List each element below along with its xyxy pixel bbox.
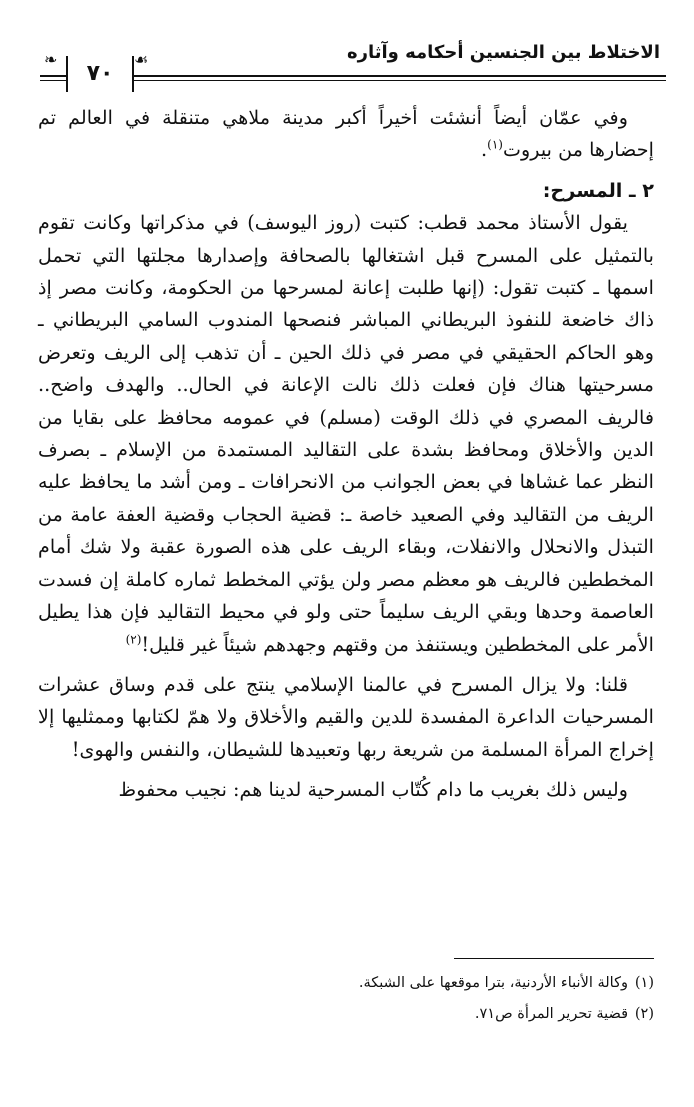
leaf-ornament-icon: ❧ bbox=[44, 50, 58, 69]
footnote-item bbox=[40, 968, 654, 999]
main-text bbox=[38, 102, 654, 807]
footnote-separator bbox=[454, 958, 654, 959]
page-number: ٧٠ bbox=[66, 56, 134, 92]
footnote-text: قضية تحرير المرأة ص٧١. bbox=[474, 1006, 628, 1022]
running-title: الاختلاط بين الجنسين أحكامه وآثاره bbox=[346, 42, 660, 63]
footnote-reference: (٢) bbox=[125, 632, 142, 647]
footnotes bbox=[40, 968, 654, 1030]
section-heading: ٢ ـ المسرح: bbox=[542, 178, 654, 202]
page-header bbox=[36, 40, 666, 96]
paragraph: يقول الأستاذ محمد قطب: كتبت (روز اليوسف) في مذكراتها وكانت تقوم بالتمثيل على المسرح قبل اشتغالها بالصحافة وإصدارها مجلتها التي تحمل اسمها ـ كتبت تقول: (إنها طلبت إعانة لمسرحها من الحكومة، وكانت مصر إذ ذاك خاضعة للنفوذ البريطاني المباشر فنصحها المندوب السامي البريطاني ـ وهو الحاكم الحقيقي في مصر في ذلك الحين ـ أن تذهب إلى الريف وتعرض مسرحيتها هناك فإن فعلت ذلك نالت الإعانة في الحال.. والهدف واضح.. فالريف المصري في ذلك الوقت (مسلم) في عمومه محافظ على بقايا من الدين والأخلاق ومحافظ بشدة على التقاليد المستمدة من الإسلام ـ بصرف النظر عما غشاها في بعض الجوانب من الانحرافات ـ ومن أشد ما يحافظ عليه الريف من التقاليد وفي الصعيد خاصة ـ: قضية الحجاب وقضية العفة عامة من التبذل والانحلال والانفلات، وبقاء الريف على هذه الصورة عقبة ولا شك أمام المخططين فالريف هو معظم مصر ولن يؤتي المخطط ثماره كاملة إن فسدت العاصمة وحدها وبقي الريف سليماً حتى ولو في محيط التقاليد فإن هذا يطيل الأمر على المخططين ويستنفذ من وقتهم وجهدهم شيئاً غير قليل!$^{(٢)}$ bbox=[38, 211, 654, 656]
footnote-text: وكالة الأنباء الأردنية، بترا موقعها على الشبكة. bbox=[358, 975, 628, 991]
leaf-ornament-icon: ☙ bbox=[134, 50, 149, 69]
footnote-number: (١) bbox=[634, 975, 654, 991]
paragraph: وفي عمّان أيضاً أنشئت أخيراً أكبر مدينة ملاهي متنقلة في العالم تم إحضارها من بيروت$^{(١)}$. bbox=[38, 106, 654, 162]
paragraph: وليس ذلك بغريب ما دام كُتّاب المسرحية لدينا هم: نجيب محفوظ bbox=[118, 778, 628, 802]
footnote-number: (٢) bbox=[634, 1006, 654, 1022]
footnote-item bbox=[40, 999, 654, 1030]
paragraph: قلنا: ولا يزال المسرح في عالمنا الإسلامي ينتج على قدم وساق عشرات المسرحيات الداعرة المفسدة للدين والقيم والأخلاق ولا همّ لكتابها وممثليها إلا إخراج المرأة المسلمة من شريعة ربها وتعبيدها للشيطان، والنفس والهوى! bbox=[38, 672, 654, 761]
footnote-reference: (١) bbox=[487, 138, 503, 153]
